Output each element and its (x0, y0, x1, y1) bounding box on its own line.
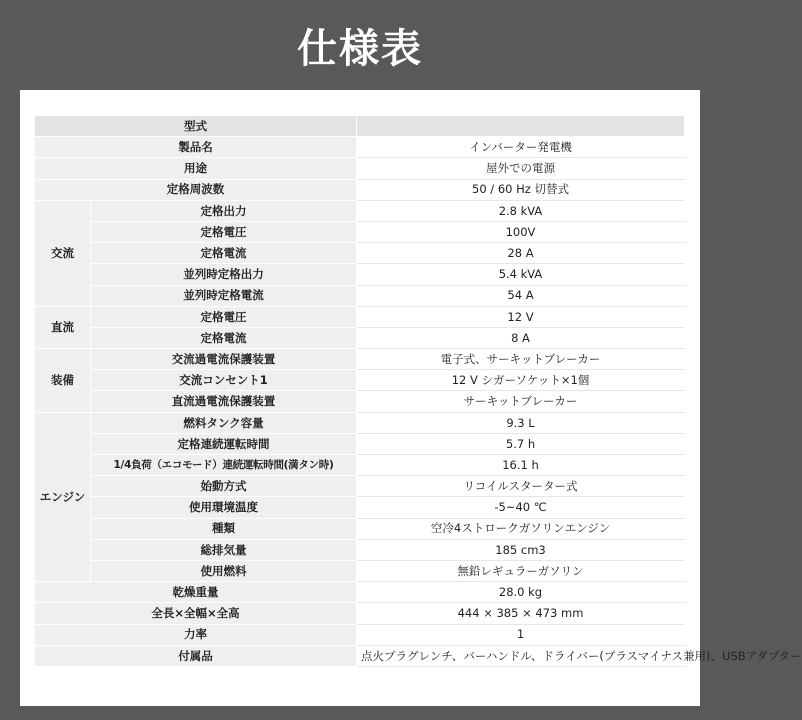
row-label: 付属品 (35, 645, 357, 666)
table-row (35, 349, 685, 370)
table-row (35, 285, 685, 306)
table-row (35, 645, 685, 666)
table-row (35, 370, 685, 391)
row-label: 定格電流 (91, 243, 357, 264)
row-value: 5.4 kVA (357, 264, 685, 285)
row-label: 直流過電流保護装置 (91, 391, 357, 412)
row-label: 並列時定格出力 (91, 264, 357, 285)
group-label-ac: 交流 (35, 200, 91, 306)
row-label: 力率 (35, 624, 357, 645)
page-header (0, 0, 720, 90)
row-label: 燃料タンク容量 (91, 412, 357, 433)
row-value: 屋外での電源 (357, 158, 685, 179)
table-row (35, 476, 685, 497)
spec-table (34, 115, 802, 667)
row-value: リコイルスターター式 (357, 476, 685, 497)
row-value: 28.0 kg (357, 582, 685, 603)
table-row (35, 624, 685, 645)
group-label-engine: エンジン (35, 412, 91, 582)
row-value: 185 cm3 (357, 539, 685, 560)
row-value: 12 V (357, 306, 685, 327)
table-row (35, 221, 685, 242)
row-label: 定格電圧 (91, 221, 357, 242)
row-value: 54 A (357, 285, 685, 306)
spec-panel (20, 90, 802, 706)
table-row (35, 158, 685, 179)
group-label-dc: 直流 (35, 306, 91, 348)
row-value: 2.8 kVA (357, 200, 685, 221)
row-value: 無鉛レギュラーガソリン (357, 560, 685, 581)
row-label: 始動方式 (91, 476, 357, 497)
row-label: 定格出力 (91, 200, 357, 221)
row-value: インバーター発電機 (357, 137, 685, 158)
row-value: 電子式、サーキットブレーカー (357, 349, 685, 370)
row-label: 総排気量 (91, 539, 357, 560)
page-title: 仕様表 (297, 25, 423, 72)
table-row (35, 412, 685, 433)
row-value: 5.7 h (357, 433, 685, 454)
row-label: 定格連続運転時間 (91, 433, 357, 454)
row-value: 空冷4ストロークガソリンエンジン (357, 518, 685, 539)
table-row (35, 137, 685, 158)
row-value: 100V (357, 221, 685, 242)
row-label: 並列時定格電流 (91, 285, 357, 306)
row-label: 乾燥重量 (35, 582, 357, 603)
bottom-strip (0, 706, 720, 720)
table-row (35, 179, 685, 200)
row-value: 9.3 L (357, 412, 685, 433)
row-value: 444 × 385 × 473 mm (357, 603, 685, 624)
table-row (35, 391, 685, 412)
table-row (35, 582, 685, 603)
row-label: 交流コンセント1 (91, 370, 357, 391)
table-row (35, 518, 685, 539)
row-value: 16.1 h (357, 455, 685, 476)
row-label: 種類 (91, 518, 357, 539)
row-label: 製品名 (35, 137, 357, 158)
row-label: 定格電圧 (91, 306, 357, 327)
row-label: 定格電流 (91, 327, 357, 348)
row-value: 28 A (357, 243, 685, 264)
table-row (35, 306, 685, 327)
row-label: 使用燃料 (91, 560, 357, 581)
table-row (35, 539, 685, 560)
table-row (35, 455, 685, 476)
row-value: 点火プラグレンチ、バーハンドル、ドライバー(プラスマイナス兼用)、USBアダプター (357, 645, 685, 666)
row-value: 12 V シガーソケット×1個 (357, 370, 685, 391)
model-value (357, 116, 685, 137)
table-row (35, 560, 685, 581)
table-row (35, 264, 685, 285)
table-row (35, 243, 685, 264)
table-row (35, 603, 685, 624)
row-label: 交流過電流保護装置 (91, 349, 357, 370)
row-value: サーキットブレーカー (357, 391, 685, 412)
row-label: 定格周波数 (35, 179, 357, 200)
row-value: 50 / 60 Hz 切替式 (357, 179, 685, 200)
table-row (35, 200, 685, 221)
row-label: 使用環境温度 (91, 497, 357, 518)
row-value: -5~40 ℃ (357, 497, 685, 518)
group-label-equip: 装備 (35, 349, 91, 413)
row-label: 1/4負荷（エコモード）連続運転時間(満タン時) (91, 455, 357, 476)
model-header: 型式 (35, 116, 357, 137)
row-value: 1 (357, 624, 685, 645)
row-label: 用途 (35, 158, 357, 179)
table-row (35, 497, 685, 518)
row-label: 全長×全幅×全高 (35, 603, 357, 624)
table-row (35, 327, 685, 348)
row-value: 8 A (357, 327, 685, 348)
table-header-row (35, 116, 685, 137)
table-row (35, 433, 685, 454)
